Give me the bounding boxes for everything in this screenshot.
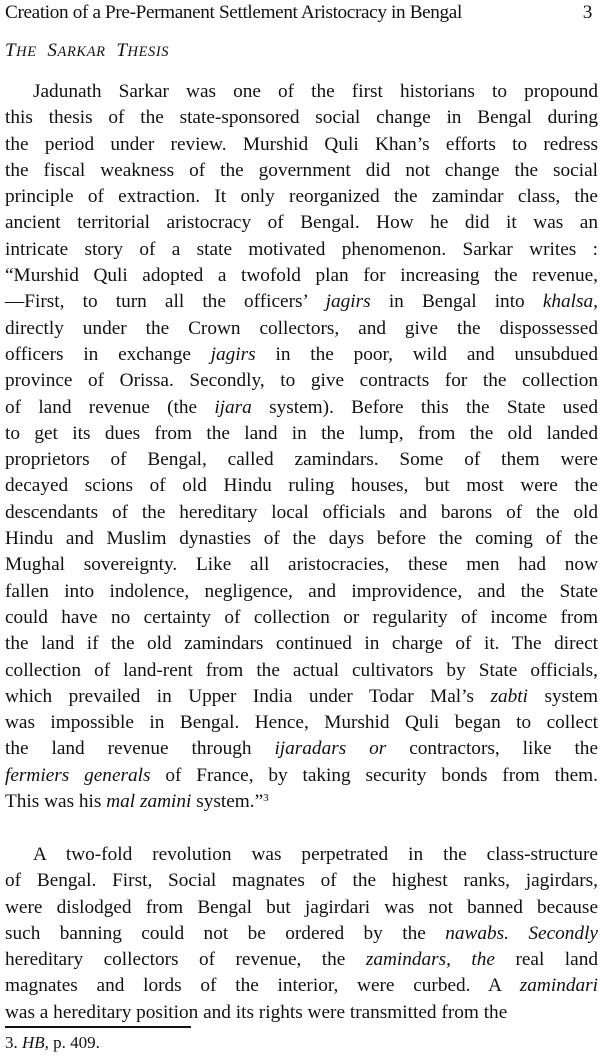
text-line xyxy=(5,579,598,605)
text-line xyxy=(5,342,598,368)
text-run: real land xyxy=(495,949,598,971)
text-run: in Bengal into xyxy=(370,291,543,313)
italic-term: mal zamini xyxy=(106,791,192,813)
footnote-number: 3. xyxy=(5,1033,18,1052)
text-line xyxy=(5,763,598,789)
text-line xyxy=(5,895,598,921)
text-line xyxy=(5,868,598,894)
text-run: system). Before this the State used xyxy=(251,396,598,418)
section-title-word: THE xyxy=(5,40,37,61)
running-head xyxy=(5,0,592,26)
text-run: of Bengal. First, Social magnates of the highest ranks, jagirdars, xyxy=(5,870,598,892)
text-line xyxy=(5,395,598,421)
text-line xyxy=(5,921,598,947)
footnote-citation: , p. 409. xyxy=(44,1033,100,1052)
text-line xyxy=(5,447,598,473)
italic-term: zamindars, the xyxy=(365,949,495,971)
italic-term: fermiers generals xyxy=(5,764,151,786)
text-line xyxy=(5,736,598,762)
italic-term: khalsa, xyxy=(542,291,598,313)
text-run: descendants of the hereditary local officials and barons of the old xyxy=(5,501,598,523)
text-line xyxy=(5,237,598,263)
text-run: ancient territorial aristocracy of Bengal. How he did it was an xyxy=(5,212,598,234)
text-run: “Murshid Quli adopted a twofold plan for increasing the revenue, xyxy=(5,265,598,287)
text-line xyxy=(5,842,598,868)
text-run: This was his xyxy=(5,791,107,813)
italic-term: jagirs xyxy=(210,343,256,365)
running-head-title: Creation of a Pre-Permanent Settlement Aristocracy in Bengal xyxy=(5,2,462,23)
italic-term: nawabs. Secondly xyxy=(445,922,598,944)
text-line xyxy=(5,552,598,578)
text-run: to get its dues from the land in the lump, from the old landed xyxy=(5,422,598,444)
text-run: proprietors of Bengal, called zamindars. Some of them were xyxy=(5,449,598,471)
italic-term: zamindari xyxy=(519,975,598,997)
text-run: the fiscal weakness of the government did not change the social xyxy=(5,159,598,181)
text-line xyxy=(5,79,598,105)
text-line xyxy=(5,158,598,184)
section-title-word: THESIS xyxy=(116,40,170,61)
text-run: the period under review. Murshid Quli Khan’s efforts to redress xyxy=(5,133,598,155)
text-line xyxy=(5,316,598,342)
text-run: of land revenue (the xyxy=(5,396,215,418)
footnote-marker: 3 xyxy=(263,792,269,805)
text-run: which prevailed in Upper India under Todar Mal’s xyxy=(5,685,491,707)
text-line xyxy=(5,789,598,815)
text-line xyxy=(5,368,598,394)
text-run: Hindu and Muslim dynasties of the days before the coming of the xyxy=(5,528,598,550)
footnote-divider xyxy=(5,1026,191,1028)
text-line xyxy=(5,105,598,131)
text-run: could have no certainty of collection or regularity of income from xyxy=(5,606,598,628)
text-line xyxy=(5,710,598,736)
text-line xyxy=(5,184,598,210)
text-line xyxy=(5,421,598,447)
text-line xyxy=(5,210,598,236)
text-run: officers in exchange xyxy=(5,343,211,365)
text-run: A two-fold revolution was perpetrated in the class-structure xyxy=(33,844,598,865)
text-run: —First, to turn all the officers’ xyxy=(5,291,326,313)
section-title-word: SARKAR xyxy=(47,40,106,61)
text-run: this thesis of the state-sponsored social change in Bengal during xyxy=(5,107,598,129)
text-run: fallen into indolence, negligence, and improvidence, and the State xyxy=(5,580,598,602)
text-line xyxy=(5,631,598,657)
text-run: collection of land-rent from the actual cultivators by State officials, xyxy=(5,659,598,681)
text-run: principle of extraction. It only reorganized the zamindar class, the xyxy=(5,186,598,208)
text-run: directly under the Crown collectors, and give the dispossessed xyxy=(5,317,598,339)
paragraph-2 xyxy=(5,842,598,1026)
text-line xyxy=(5,605,598,631)
text-run: system xyxy=(527,685,599,707)
text-run: contractors, like the xyxy=(386,738,598,760)
italic-term: ijaradars or xyxy=(274,738,387,760)
text-line xyxy=(5,132,598,158)
text-run: was impossible in Bengal. Hence, Murshid Quli began to collect xyxy=(5,712,598,734)
text-line xyxy=(5,973,598,999)
text-run: were dislodged from Bengal but jagirdari was not banned because xyxy=(5,896,598,918)
text-run: of France, by taking security bonds from them. xyxy=(150,764,598,786)
text-run: province of Orissa. Secondly, to give contracts for the collection xyxy=(5,370,598,392)
text-run: the land if the old zamindars continued in charge of it. The direct xyxy=(5,633,598,655)
text-line xyxy=(5,289,598,315)
page-number: 3 xyxy=(582,2,592,23)
paragraph-1 xyxy=(5,79,598,815)
footnote-3 xyxy=(5,1031,100,1055)
text-run: Jadunath Sarkar was one of the first historians to propound xyxy=(33,81,598,102)
text-line xyxy=(5,1000,598,1026)
text-run: in the poor, wild and unsubdued xyxy=(255,343,598,365)
italic-term: ijara xyxy=(214,396,252,418)
text-line xyxy=(5,947,598,973)
italic-term: jagirs xyxy=(325,291,371,313)
text-run: hereditary collectors of revenue, the xyxy=(5,949,366,971)
text-line xyxy=(5,500,598,526)
text-run: such banning could not be ordered by the xyxy=(5,922,446,944)
text-run: was a hereditary position and its rights were transmitted from the xyxy=(5,1001,508,1023)
section-title xyxy=(5,38,169,65)
text-run: intricate story of a state motivated phenomenon. Sarkar writes : xyxy=(5,238,598,260)
text-run: decayed scions of old Hindu ruling houses, but most were the xyxy=(5,475,598,497)
text-line xyxy=(5,473,598,499)
text-line xyxy=(5,684,598,710)
text-line xyxy=(5,658,598,684)
text-line xyxy=(5,263,598,289)
text-run: magnates and lords of the interior, were curbed. A xyxy=(5,975,520,997)
footnote-source: HB xyxy=(22,1033,45,1052)
text-run: Mughal sovereignty. Like all aristocracies, these men had now xyxy=(5,554,598,576)
italic-term: zabti xyxy=(490,685,528,707)
text-line xyxy=(5,526,598,552)
text-run: the land revenue through xyxy=(5,738,275,760)
text-run: system.” xyxy=(191,791,264,813)
